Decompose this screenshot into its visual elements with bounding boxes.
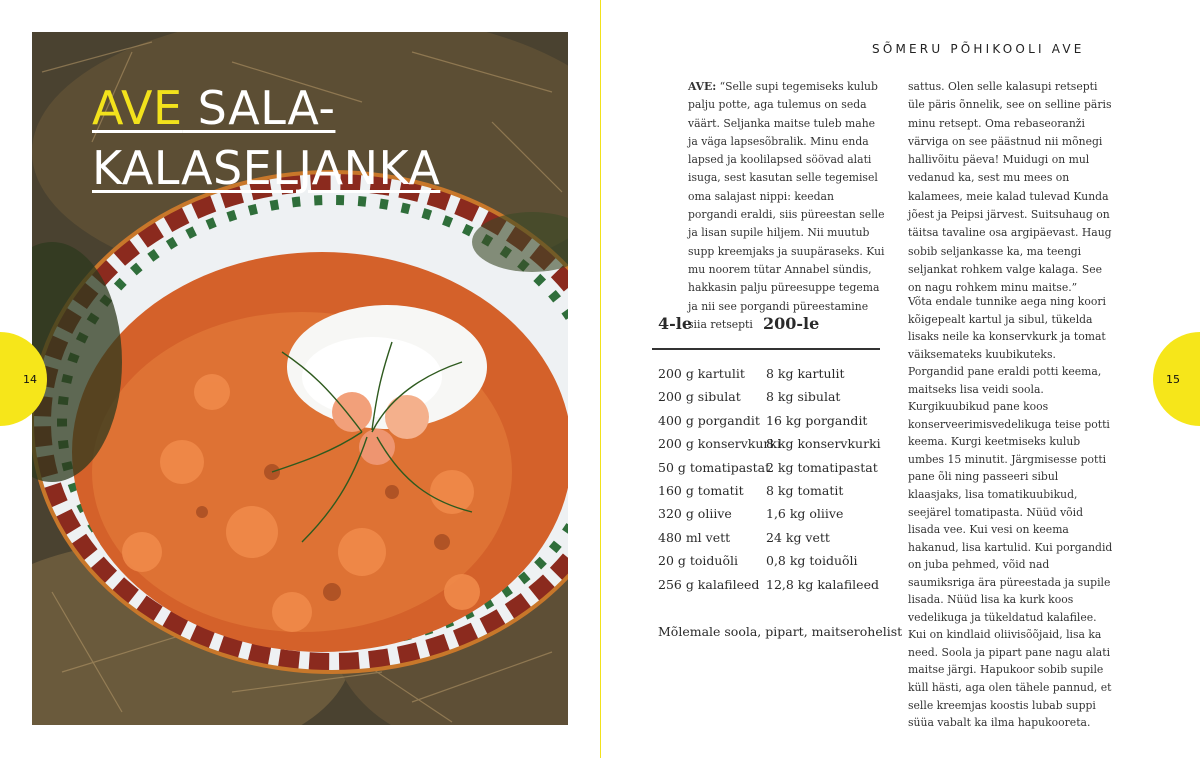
- ingredient-row: [652, 436, 880, 459]
- ingredient-large: 8 kg tomatit: [766, 482, 844, 498]
- ingredient-row: [652, 483, 880, 506]
- ingredient-small: 400 g porgandit: [658, 412, 760, 428]
- ingredient-large: 2 kg tomatipastat: [766, 459, 878, 475]
- ingredient-large: 16 kg porgandit: [766, 412, 868, 428]
- recipe-title: [92, 78, 440, 198]
- ingredient-small: 50 g tomatipastat: [658, 459, 771, 475]
- ingredient-large: 1,6 kg oliive: [766, 506, 844, 522]
- ingredient-small: 256 g kalafileed: [658, 576, 760, 592]
- ingredient-row: [652, 366, 880, 389]
- ingredient-large: 24 kg vett: [766, 529, 830, 545]
- ingredient-row: [652, 460, 880, 483]
- running-head: SÕMERU PÕHIKOOLI AVE: [872, 42, 1085, 56]
- ingredient-large: 8 kg sibulat: [766, 389, 841, 405]
- ingredient-small: 160 g tomatit: [658, 482, 744, 498]
- ingredient-small: 200 g kartulit: [658, 366, 745, 381]
- intro-speaker: AVE:: [688, 80, 717, 93]
- method-text: Võta endale tunnike aega ning koori kõigepealt kartul ja sibul, tükelda lisaks neile ka konservkurk ja tomat väiksemateks kuubikuteks. Porgandid pane eraldi potti keema, maitseks lisa veidi soola. Kurgikuubikud pane koos konserveerimisvedelikuga teise potti keema. Kurgi keetmiseks kulub umbes 15 minutit. Järgmisesse potti pane õli ning passeeri sibul klaasjaks, lisa tomatikuubikud, seejärel tomatipasta. Nüüd võid lisada vee. Kui vesi on keema hakanud, lisa kartulid. Kui porgandid on juba pehmed, võid nad saumiksriga ära püreestada ja supile lisada. Nüüd lisa ka kurk koos vedelikuga ja tükeldatud kalafilee. Kui on kindlaid oliivisõõjaid, lisa ka need. Soola ja pipart pane nagu alati maitse järgi. Hapukoor sobib supile küll hästi, aga olen tähele pannud, et selle kreemjas koostis lubab suppi süüa vabalt ka ilma hapukooreta.: [908, 295, 1113, 730]
- ingredient-row: [652, 413, 880, 436]
- ingredient-small: 320 g oliive: [658, 506, 732, 522]
- title-line-2: KALASELJANKA: [92, 141, 441, 195]
- ingredient-rows: [652, 366, 880, 600]
- ingredient-large: 0,8 kg toiduõli: [766, 553, 858, 569]
- ingredient-large: 8 kg konservkurki: [766, 436, 881, 452]
- ingredient-row: [652, 553, 880, 576]
- title-line-1: [92, 78, 440, 138]
- ingredient-row: [652, 389, 880, 412]
- ingredient-row: [652, 530, 880, 553]
- ingredient-small: 200 g konservkurki: [658, 436, 781, 452]
- spine-line: [600, 0, 601, 758]
- ingredients-header: [652, 314, 880, 340]
- ingredient-small: 200 g sibulat: [658, 389, 741, 405]
- intro-text-1: “Selle supi tegemiseks kulub palju potte, aga tulemus on seda väärt. Seljanka maitse tuleb mahe ja väga lapsesõbralik. Minu enda lapsed ja koolilapsed söövad alati isuga, sest kasutan selle tegemisel oma salajast nippi: keedan porgandi eraldi, siis püreestan selle ja lisan supile hiljem. Nii muutub supp kreemjaks ja suupäraseks. Kui mu noorem tütar Annabel sündis, hakkasin palju püreesuppe tegema ja nii see porgandi püreestamine siia retsepti: [688, 80, 885, 331]
- ingredients-table: [652, 314, 880, 600]
- ingredient-large: 8 kg kartulit: [766, 366, 845, 381]
- ingredient-row: [652, 577, 880, 600]
- page-number-left: 14: [23, 373, 37, 386]
- title-word-sala: SALA-: [182, 81, 336, 135]
- header-4-servings: 4-le: [658, 314, 693, 333]
- ingredient-large: 12,8 kg kalafileed: [766, 576, 879, 592]
- ingredient-small: 480 ml vett: [658, 529, 731, 545]
- page-number-right: 15: [1166, 373, 1180, 386]
- title-accent-word: AVE: [92, 81, 183, 135]
- header-200-servings: 200-le: [763, 314, 820, 333]
- ingredient-small: 20 g toiduõli: [658, 553, 738, 569]
- ingredient-row: [652, 506, 880, 529]
- intro-column-1: [688, 78, 885, 334]
- seasoning-note: Mõlemale soola, pipart, maitserohelist: [658, 624, 903, 639]
- intro-column-2: sattus. Olen selle kalasupi retsepti üle päris õnnelik, see on selline päris minu retsept. Oma rebaseoranži värviga on see päästnud nii mõnegi hallivõitu päeva! Muidugi on mul vedanud ka, sest mu mees on kalamees, meie kalad tulevad Kunda jõest ja Peipsi järvest. Suitsuhaug on täitsa tavaline osa argipäevast. Haug sobib seljankasse ka, ma teengi seljankat rohkem valge kalaga. See on nagu rohkem minu maitse.”: [908, 80, 1112, 295]
- table-rule: [652, 348, 880, 350]
